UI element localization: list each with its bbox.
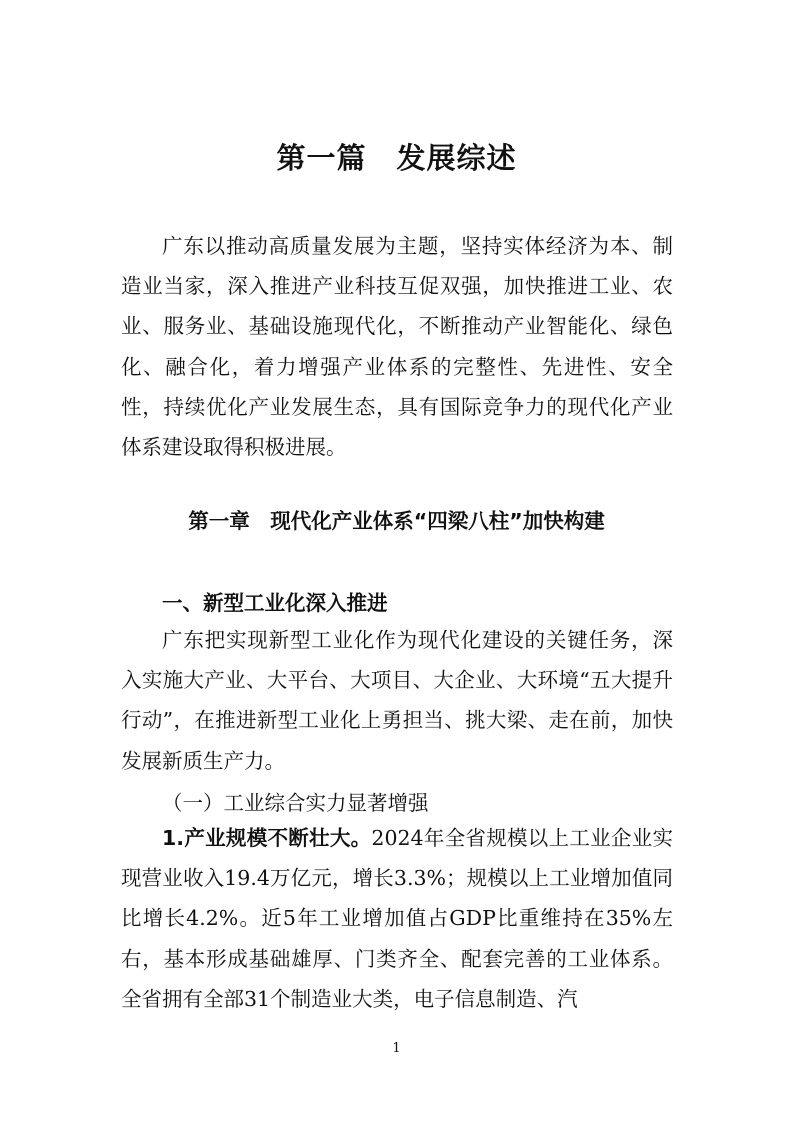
subsection-heading: （一）工业综合实力显著增强 (162, 791, 429, 815)
section-block (121, 620, 673, 781)
chapter-heading: 第一章 现代化产业体系“四梁八柱”加快构建 (188, 509, 605, 533)
intro-paragraph: 广东以推动高质量发展为主题，坚持实体经济为本、制造业当家，深入推进产业科技互促双强，加快推进工业、农业、服务业、基础设施现代化，不断推动产业智能化、绿色化、融合化，着力增强产业体系的完整性、先进性、安全性，持续优化产业发展生态，具有国际竞争力的现代化产业体系建设取得积极进展。 (121, 234, 673, 460)
item-body: 2024年全省规模以上工业企业实现营业收入19.4万亿元，增长3.3%；规模以上工业增加值同比增长4.2%。近5年工业增加值占GDP比重维持在35%左右，基本形成基础雄厚、门类齐全、配套完善的工业体系。全省拥有全部31个制造业大类，电子信息制造、汽 (121, 826, 673, 1011)
intro-block (121, 226, 673, 467)
item-block (121, 818, 673, 1019)
item-paragraph (121, 818, 673, 1019)
page-number: 1 (392, 1041, 401, 1056)
section-heading: 一、新型工业化深入推进 (162, 591, 388, 615)
section-paragraph: 广东把实现新型工业化作为现代化建设的关键任务，深入实施大产业、大平台、大项目、大企业、大环境“五大提升行动”，在推进新型工业化上勇担当、挑大梁、走在前，加快发展新质生产力。 (121, 628, 673, 773)
part-title: 第一篇 发展综述 (276, 141, 517, 175)
item-lead: 1.产业规模不断壮大。 (162, 826, 372, 850)
